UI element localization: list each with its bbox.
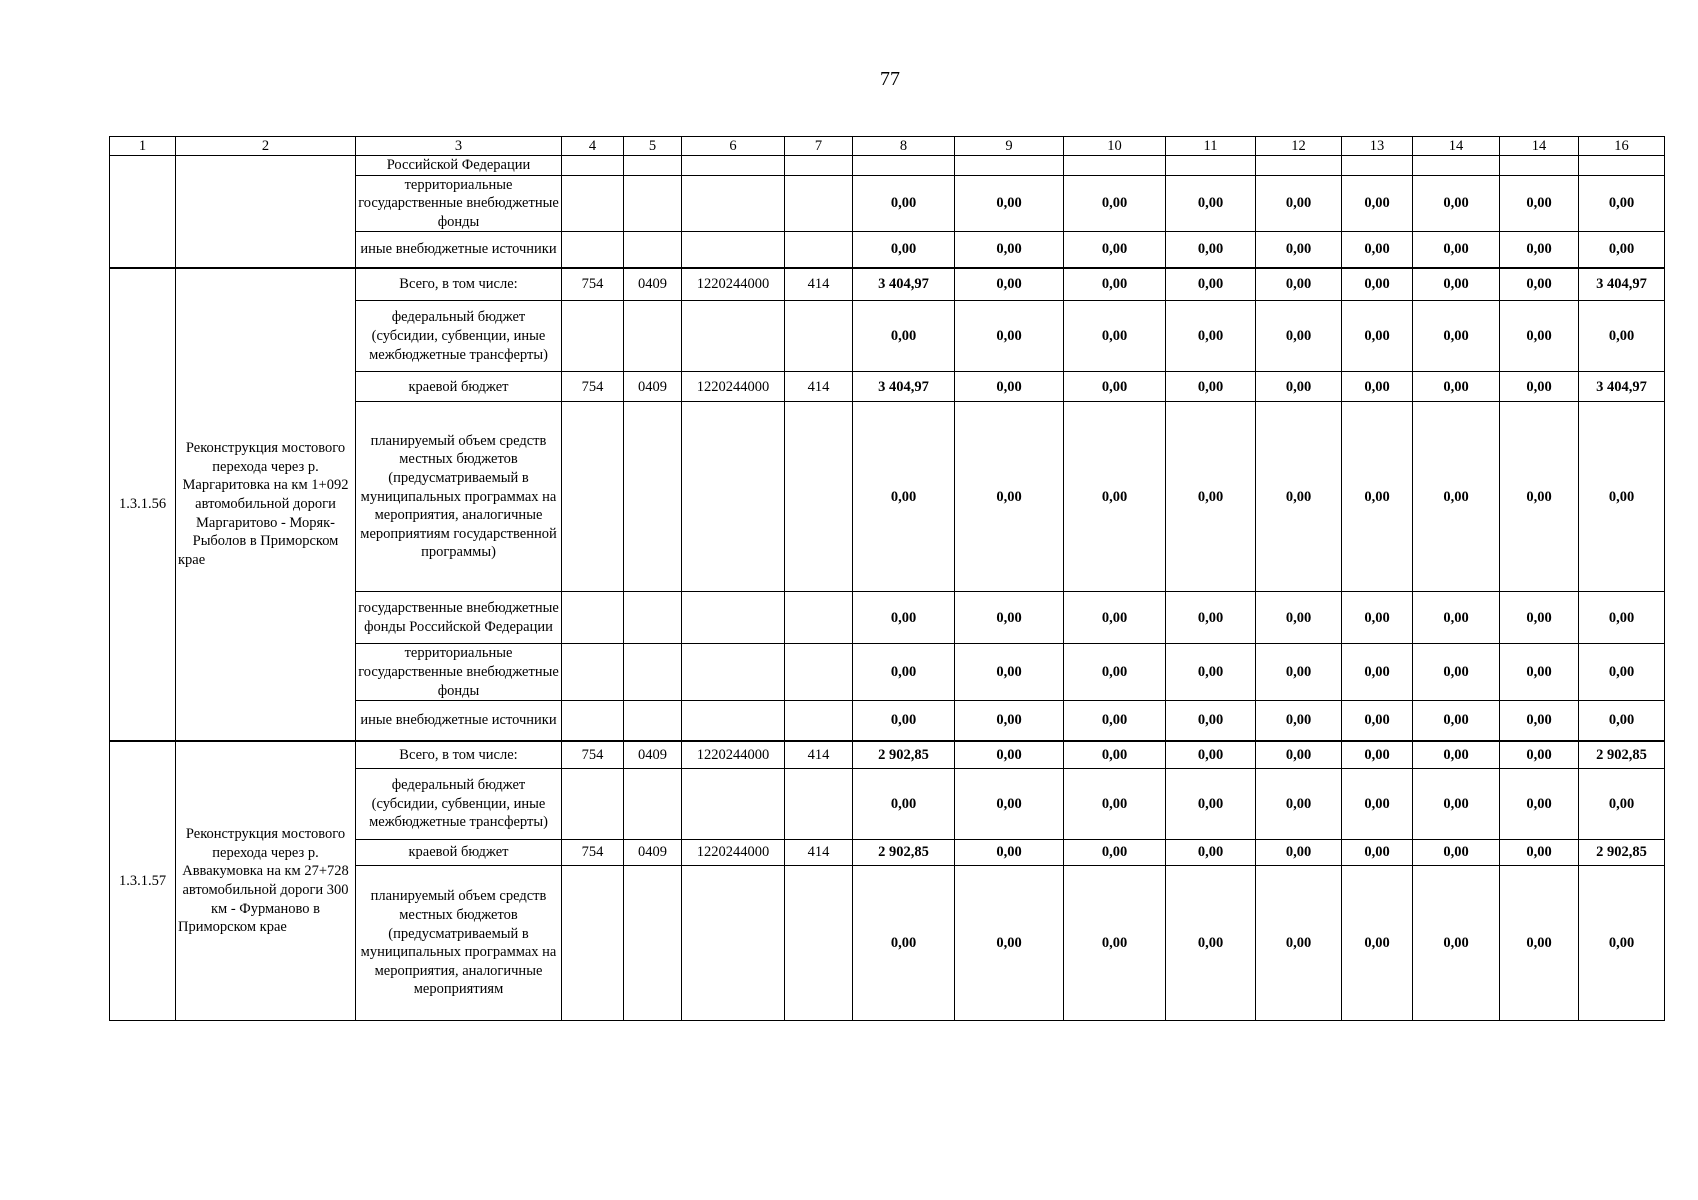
value-cell: 0,00 xyxy=(1413,644,1500,701)
value-cell: 0,00 xyxy=(853,402,955,592)
section-code-cell xyxy=(624,301,682,372)
expense-type-cell xyxy=(785,769,853,840)
value-cell: 0,00 xyxy=(1500,372,1579,402)
value-cell: 0,00 xyxy=(1256,701,1342,741)
value-cell: 0,00 xyxy=(1579,769,1665,840)
value-cell: 0,00 xyxy=(1413,402,1500,592)
table-header xyxy=(110,137,1665,156)
value-cell: 0,00 xyxy=(1064,866,1166,1021)
header-cell: 6 xyxy=(682,137,785,156)
header-cell: 13 xyxy=(1342,137,1413,156)
value-cell: 0,00 xyxy=(1342,592,1413,644)
expense-type-cell xyxy=(785,175,853,232)
measure-index-cell xyxy=(110,156,176,268)
value-cell: 2 902,85 xyxy=(853,840,955,866)
value-cell: 0,00 xyxy=(1342,769,1413,840)
value-cell: 0,00 xyxy=(1256,644,1342,701)
table-row xyxy=(110,268,1665,301)
funding-source-cell: Всего, в том числе: xyxy=(356,741,562,769)
value-cell: 0,00 xyxy=(1064,840,1166,866)
expense-type-cell xyxy=(785,701,853,741)
value-cell: 0,00 xyxy=(1413,592,1500,644)
grbs-code-cell xyxy=(562,232,624,268)
header-cell: 16 xyxy=(1579,137,1665,156)
expense-type-cell xyxy=(785,301,853,372)
grbs-code-cell xyxy=(562,156,624,176)
value-cell: 0,00 xyxy=(1256,301,1342,372)
value-cell: 0,00 xyxy=(1256,372,1342,402)
value-cell: 0,00 xyxy=(1166,644,1256,701)
grbs-code-cell xyxy=(562,701,624,741)
value-cell: 0,00 xyxy=(1256,175,1342,232)
value-cell: 2 902,85 xyxy=(1579,741,1665,769)
header-row xyxy=(110,137,1665,156)
value-cell: 0,00 xyxy=(1579,402,1665,592)
header-cell: 10 xyxy=(1064,137,1166,156)
value-cell: 0,00 xyxy=(1413,175,1500,232)
value-cell: 0,00 xyxy=(1413,301,1500,372)
value-cell xyxy=(955,156,1064,176)
value-cell: 0,00 xyxy=(1166,268,1256,301)
value-cell: 0,00 xyxy=(1413,769,1500,840)
funding-source-cell: иные внебюджетные источники xyxy=(356,232,562,268)
value-cell: 0,00 xyxy=(853,769,955,840)
header-cell: 3 xyxy=(356,137,562,156)
grbs-code-cell: 754 xyxy=(562,372,624,402)
value-cell: 0,00 xyxy=(1500,769,1579,840)
value-cell: 0,00 xyxy=(1064,769,1166,840)
funding-source-cell: планируемый объем средств местных бюджетов (предусматриваемый в муниципальных программах на мероприятия, аналогичные мероприятиям государственной программы) xyxy=(356,402,562,592)
value-cell: 0,00 xyxy=(1413,232,1500,268)
header-cell: 9 xyxy=(955,137,1064,156)
value-cell: 0,00 xyxy=(1342,644,1413,701)
value-cell: 0,00 xyxy=(1500,644,1579,701)
value-cell: 0,00 xyxy=(1064,232,1166,268)
value-cell xyxy=(1342,156,1413,176)
grbs-code-cell xyxy=(562,592,624,644)
value-cell: 0,00 xyxy=(955,769,1064,840)
value-cell: 0,00 xyxy=(1579,301,1665,372)
measure-index-cell: 1.3.1.57 xyxy=(110,741,176,1021)
value-cell: 0,00 xyxy=(853,644,955,701)
value-cell: 0,00 xyxy=(1064,644,1166,701)
value-cell: 3 404,97 xyxy=(853,372,955,402)
value-cell: 3 404,97 xyxy=(1579,268,1665,301)
value-cell: 0,00 xyxy=(1166,769,1256,840)
target-article-cell xyxy=(682,592,785,644)
value-cell: 0,00 xyxy=(853,232,955,268)
header-cell: 2 xyxy=(176,137,356,156)
value-cell: 0,00 xyxy=(1342,175,1413,232)
funding-source-cell: иные внебюджетные источники xyxy=(356,701,562,741)
funding-source-cell: федеральный бюджет (субсидии, субвенции, иные межбюджетные трансферты) xyxy=(356,769,562,840)
value-cell: 0,00 xyxy=(1166,301,1256,372)
value-cell: 0,00 xyxy=(1413,701,1500,741)
expense-type-cell: 414 xyxy=(785,741,853,769)
value-cell: 0,00 xyxy=(1500,840,1579,866)
value-cell: 0,00 xyxy=(1579,232,1665,268)
target-article-cell: 1220244000 xyxy=(682,268,785,301)
header-cell: 5 xyxy=(624,137,682,156)
expense-type-cell xyxy=(785,866,853,1021)
value-cell: 0,00 xyxy=(1166,372,1256,402)
value-cell: 0,00 xyxy=(1166,866,1256,1021)
value-cell: 0,00 xyxy=(1342,301,1413,372)
value-cell: 0,00 xyxy=(1579,592,1665,644)
header-cell: 14 xyxy=(1500,137,1579,156)
value-cell: 3 404,97 xyxy=(1579,372,1665,402)
value-cell: 0,00 xyxy=(1342,372,1413,402)
value-cell: 0,00 xyxy=(1500,232,1579,268)
value-cell: 0,00 xyxy=(1579,701,1665,741)
value-cell: 0,00 xyxy=(1166,840,1256,866)
value-cell: 0,00 xyxy=(1500,175,1579,232)
value-cell: 0,00 xyxy=(1413,840,1500,866)
value-cell: 0,00 xyxy=(1500,741,1579,769)
value-cell: 0,00 xyxy=(1342,232,1413,268)
measure-index-cell: 1.3.1.56 xyxy=(110,268,176,741)
header-cell: 12 xyxy=(1256,137,1342,156)
value-cell: 0,00 xyxy=(1500,402,1579,592)
value-cell: 0,00 xyxy=(1342,701,1413,741)
value-cell: 0,00 xyxy=(1166,592,1256,644)
header-cell: 11 xyxy=(1166,137,1256,156)
value-cell: 0,00 xyxy=(1256,268,1342,301)
header-cell: 4 xyxy=(562,137,624,156)
value-cell xyxy=(1064,156,1166,176)
section-code-cell xyxy=(624,644,682,701)
value-cell: 0,00 xyxy=(955,402,1064,592)
expense-type-cell: 414 xyxy=(785,840,853,866)
value-cell: 0,00 xyxy=(1342,840,1413,866)
expense-type-cell xyxy=(785,592,853,644)
value-cell: 0,00 xyxy=(1064,175,1166,232)
value-cell: 0,00 xyxy=(1256,741,1342,769)
measure-name-cell xyxy=(176,156,356,268)
target-article-cell: 1220244000 xyxy=(682,372,785,402)
section-code-cell xyxy=(624,592,682,644)
section-code-cell xyxy=(624,866,682,1021)
grbs-code-cell xyxy=(562,644,624,701)
section-code-cell xyxy=(624,402,682,592)
table-body xyxy=(110,156,1665,1021)
grbs-code-cell xyxy=(562,769,624,840)
value-cell: 0,00 xyxy=(1413,268,1500,301)
expense-type-cell xyxy=(785,644,853,701)
target-article-cell xyxy=(682,301,785,372)
value-cell: 0,00 xyxy=(853,592,955,644)
value-cell: 0,00 xyxy=(853,701,955,741)
value-cell: 0,00 xyxy=(955,372,1064,402)
value-cell: 0,00 xyxy=(1166,175,1256,232)
section-code-cell: 0409 xyxy=(624,372,682,402)
value-cell: 0,00 xyxy=(1500,268,1579,301)
value-cell: 0,00 xyxy=(1500,592,1579,644)
value-cell: 0,00 xyxy=(1166,232,1256,268)
grbs-code-cell xyxy=(562,866,624,1021)
value-cell: 0,00 xyxy=(1413,866,1500,1021)
funding-source-cell: территориальные государственные внебюджетные фонды xyxy=(356,644,562,701)
header-cell: 14 xyxy=(1413,137,1500,156)
section-code-cell xyxy=(624,156,682,176)
value-cell: 0,00 xyxy=(1579,866,1665,1021)
value-cell: 0,00 xyxy=(955,741,1064,769)
page-number: 77 xyxy=(880,68,900,90)
expense-type-cell xyxy=(785,402,853,592)
value-cell: 0,00 xyxy=(1579,175,1665,232)
target-article-cell: 1220244000 xyxy=(682,840,785,866)
value-cell: 0,00 xyxy=(1256,866,1342,1021)
value-cell: 2 902,85 xyxy=(853,741,955,769)
value-cell: 0,00 xyxy=(1342,741,1413,769)
value-cell: 0,00 xyxy=(1579,644,1665,701)
value-cell: 0,00 xyxy=(1500,701,1579,741)
budget-table xyxy=(109,136,1665,1021)
value-cell: 0,00 xyxy=(1413,741,1500,769)
section-code-cell: 0409 xyxy=(624,268,682,301)
value-cell: 0,00 xyxy=(955,840,1064,866)
value-cell: 0,00 xyxy=(853,175,955,232)
measure-name-cell: Реконструкция мостового перехода через р. Маргаритовка на км 1+092 автомобильной дороги Маргаритово - Моряк-Рыболов в Приморском крае xyxy=(176,268,356,741)
target-article-cell xyxy=(682,644,785,701)
value-cell: 0,00 xyxy=(1064,592,1166,644)
value-cell: 0,00 xyxy=(1256,840,1342,866)
value-cell: 0,00 xyxy=(955,268,1064,301)
header-cell: 1 xyxy=(110,137,176,156)
section-code-cell xyxy=(624,701,682,741)
value-cell: 0,00 xyxy=(1500,866,1579,1021)
value-cell: 0,00 xyxy=(853,301,955,372)
funding-source-cell: территориальные государственные внебюджетные фонды xyxy=(356,175,562,232)
value-cell: 2 902,85 xyxy=(1579,840,1665,866)
value-cell: 0,00 xyxy=(955,301,1064,372)
value-cell xyxy=(1166,156,1256,176)
value-cell: 0,00 xyxy=(1166,701,1256,741)
funding-source-cell: краевой бюджет xyxy=(356,840,562,866)
grbs-code-cell: 754 xyxy=(562,840,624,866)
expense-type-cell xyxy=(785,156,853,176)
value-cell: 0,00 xyxy=(955,232,1064,268)
value-cell: 0,00 xyxy=(955,175,1064,232)
value-cell: 0,00 xyxy=(1500,301,1579,372)
value-cell: 3 404,97 xyxy=(853,268,955,301)
expense-type-cell xyxy=(785,232,853,268)
value-cell: 0,00 xyxy=(853,866,955,1021)
funding-source-cell: федеральный бюджет (субсидии, субвенции, иные межбюджетные трансферты) xyxy=(356,301,562,372)
grbs-code-cell: 754 xyxy=(562,741,624,769)
value-cell: 0,00 xyxy=(1342,402,1413,592)
value-cell xyxy=(1579,156,1665,176)
value-cell: 0,00 xyxy=(1342,268,1413,301)
value-cell: 0,00 xyxy=(1342,866,1413,1021)
value-cell: 0,00 xyxy=(1064,741,1166,769)
target-article-cell xyxy=(682,232,785,268)
value-cell: 0,00 xyxy=(1256,402,1342,592)
value-cell: 0,00 xyxy=(1166,741,1256,769)
value-cell xyxy=(1500,156,1579,176)
grbs-code-cell xyxy=(562,301,624,372)
value-cell xyxy=(1256,156,1342,176)
value-cell: 0,00 xyxy=(1256,592,1342,644)
value-cell: 0,00 xyxy=(1166,402,1256,592)
value-cell: 0,00 xyxy=(955,644,1064,701)
value-cell xyxy=(853,156,955,176)
funding-source-cell: Российской Федерации xyxy=(356,156,562,176)
value-cell: 0,00 xyxy=(1064,402,1166,592)
expense-type-cell: 414 xyxy=(785,372,853,402)
table-row xyxy=(110,741,1665,769)
target-article-cell xyxy=(682,175,785,232)
funding-source-cell: Всего, в том числе: xyxy=(356,268,562,301)
target-article-cell xyxy=(682,156,785,176)
value-cell: 0,00 xyxy=(1256,232,1342,268)
section-code-cell: 0409 xyxy=(624,741,682,769)
value-cell: 0,00 xyxy=(1256,769,1342,840)
target-article-cell xyxy=(682,866,785,1021)
value-cell: 0,00 xyxy=(955,592,1064,644)
value-cell xyxy=(1413,156,1500,176)
measure-name-cell: Реконструкция мостового перехода через р. Аввакумовка на км 27+728 автомобильной дороги 300 км - Фурманово в Приморском крае xyxy=(176,741,356,1021)
section-code-cell xyxy=(624,769,682,840)
value-cell: 0,00 xyxy=(1413,372,1500,402)
section-code-cell xyxy=(624,232,682,268)
expense-type-cell: 414 xyxy=(785,268,853,301)
target-article-cell xyxy=(682,701,785,741)
grbs-code-cell xyxy=(562,175,624,232)
target-article-cell xyxy=(682,769,785,840)
value-cell: 0,00 xyxy=(1064,372,1166,402)
value-cell: 0,00 xyxy=(1064,701,1166,741)
grbs-code-cell: 754 xyxy=(562,268,624,301)
value-cell: 0,00 xyxy=(1064,268,1166,301)
section-code-cell xyxy=(624,175,682,232)
value-cell: 0,00 xyxy=(1064,301,1166,372)
header-cell: 8 xyxy=(853,137,955,156)
target-article-cell: 1220244000 xyxy=(682,741,785,769)
funding-source-cell: краевой бюджет xyxy=(356,372,562,402)
value-cell: 0,00 xyxy=(955,701,1064,741)
value-cell: 0,00 xyxy=(955,866,1064,1021)
grbs-code-cell xyxy=(562,402,624,592)
funding-source-cell: государственные внебюджетные фонды Российской Федерации xyxy=(356,592,562,644)
funding-source-cell: планируемый объем средств местных бюджетов (предусматриваемый в муниципальных программах на мероприятия, аналогичные мероприятиям xyxy=(356,866,562,1021)
target-article-cell xyxy=(682,402,785,592)
header-cell: 7 xyxy=(785,137,853,156)
section-code-cell: 0409 xyxy=(624,840,682,866)
table-row xyxy=(110,156,1665,176)
